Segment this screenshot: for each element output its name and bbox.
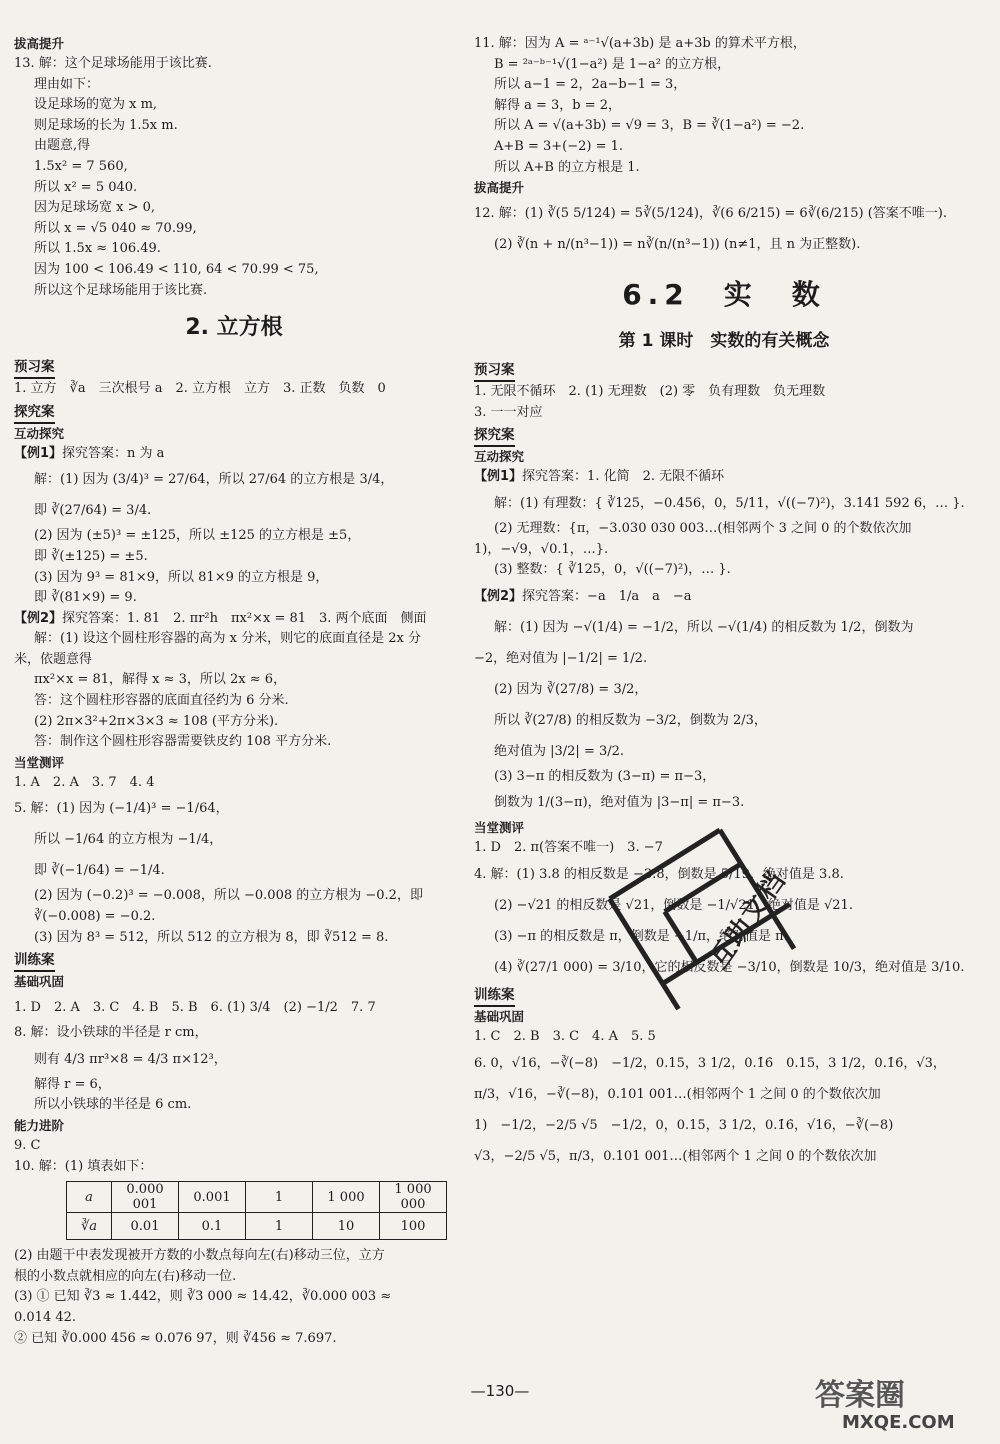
text-line: 倒数为 1/(3−π)，绝对值为 |3−π| = π−3. bbox=[494, 795, 745, 811]
section-heading: 训练案 bbox=[14, 950, 55, 972]
example-tag: 【例1】 bbox=[474, 469, 523, 485]
text-line: 即 ∛(±125) = ±5. bbox=[34, 548, 148, 564]
example-tag: 【例2】 bbox=[14, 610, 63, 626]
text-line: 则足球场的长为 1.5x m. bbox=[34, 117, 178, 133]
text-line: 绝对值为 |3/2| = 3/2. bbox=[494, 743, 625, 759]
text-line: (4) ∛(27/1 000) = 3/10，它的相反数是 −3/10，倒数是 10/3，绝对值是 3/10. bbox=[494, 959, 965, 975]
left-column bbox=[14, 34, 454, 1349]
text-line: 米，依题意得 bbox=[14, 651, 93, 667]
text-line: 解：(1) 设这个圆柱形容器的高为 x 分米，则它的底面直径是 2x 分 bbox=[34, 631, 422, 647]
text-line: 3. 一一对应 bbox=[474, 404, 543, 420]
text-line: (2) 因为 (−0.2)³ = −0.008，所以 −0.008 的立方根为 −0.2，即 bbox=[34, 888, 423, 904]
text-line: 0.014 42. bbox=[14, 1309, 77, 1325]
lesson-title: 第 1 课时 实数的有关概念 bbox=[618, 331, 830, 352]
text-line: 1.5x² = 7 560, bbox=[34, 158, 128, 174]
section-heading: 探究案 bbox=[474, 425, 515, 447]
text-line: (2) 因为 (±5)³ = ±125，所以 ±125 的立方根是 ±5， bbox=[34, 528, 361, 544]
watermark-url: MXQE.COM bbox=[842, 1412, 955, 1433]
text-line: 1. 立方 ∛a 三次根号 a 2. 立方根 立方 3. 正数 负数 0 bbox=[14, 381, 386, 397]
text-line: (3) 整数：{ ∛125，0，√((−7)²)，… }. bbox=[494, 562, 731, 578]
text-line bbox=[14, 609, 454, 630]
text-line: 所以 −1/64 的立方根为 −1/4， bbox=[34, 832, 223, 848]
text-line: 即 ∛(81×9) = 9. bbox=[34, 590, 137, 606]
text-line: (3) 因为 9³ = 81×9，所以 81×9 的立方根是 9， bbox=[34, 569, 329, 585]
table-cell: 100 bbox=[380, 1213, 447, 1240]
subsection-heading: 互动探究 bbox=[474, 449, 525, 465]
section-heading: 预习案 bbox=[14, 357, 55, 379]
text-line: (3) ① 已知 ∛3 ≈ 1.442，则 ∛3 000 ≈ 14.42，∛0.000 003 ≈ bbox=[14, 1289, 392, 1305]
text-line bbox=[474, 467, 974, 488]
subsection-heading: 当堂测评 bbox=[14, 754, 65, 770]
text-line: 1) −1/2，−2/5 √5 −1/2，0，0.15，3 1/2，0.1̇6̇，√16，−∛(−8) bbox=[474, 1117, 894, 1133]
text-line: 理由如下： bbox=[34, 76, 100, 92]
table-row bbox=[67, 1213, 447, 1240]
text-line: 6. 0，√16，−∛(−8) −1/2，0.15，3 1/2，0.1̇6̇ 0.15，3 1/2，0.1̇6̇，√3， bbox=[474, 1055, 946, 1071]
subsection-heading: 拔高提升 bbox=[474, 180, 525, 196]
text-line: 即 ∛(27/64) = 3/4. bbox=[34, 503, 152, 519]
section-heading: 预习案 bbox=[474, 360, 515, 382]
text-line: B = ²ᵃ⁻ᵇ⁻¹√(1−a²) 是 1−a² 的立方根， bbox=[494, 56, 731, 72]
text-line: 解得 a = 3，b = 2， bbox=[494, 97, 622, 113]
text-line: (2) 2π×3²+2π×3×3 ≈ 108 (平方分米). bbox=[34, 713, 279, 729]
subsection-heading: 互动探究 bbox=[14, 425, 65, 441]
text-line: 解得 r = 6， bbox=[34, 1076, 111, 1092]
subsection-heading: 能力进阶 bbox=[14, 1118, 65, 1133]
section-heading: 探究案 bbox=[14, 402, 55, 424]
stamp-text: 互助文档 bbox=[703, 865, 793, 975]
text-line: −2，绝对值为 |−1/2| = 1/2. bbox=[474, 650, 648, 666]
subsection-heading: 基础巩固 bbox=[14, 974, 65, 990]
text-line-body: 探究答案：−a 1/a a −a bbox=[522, 588, 692, 604]
text-line: 1. 无限不循环 2. (1) 无理数 (2) 零 负有理数 负无理数 bbox=[474, 384, 826, 400]
subsection-heading: 基础巩固 bbox=[474, 1008, 525, 1024]
text-line: 所以 x² = 5 040. bbox=[34, 179, 138, 195]
text-line: (2) 因为 ∛(27/8) = 3/2， bbox=[494, 681, 648, 697]
text-line: 10. 解：(1) 填表如下： bbox=[14, 1158, 153, 1174]
example-tag: 【例2】 bbox=[474, 588, 523, 604]
text-line: 解：(1) 因为 −√(1/4) = −1/2，所以 −√(1/4) 的相反数为 1/2，倒数为 bbox=[494, 619, 914, 635]
text-line: 答：这个圆柱形容器的底面直径约为 6 分米. bbox=[34, 693, 289, 709]
text-line: 所以 A = √(a+3b) = √9 = 3，B = ∛(1−a²) = −2. bbox=[494, 118, 805, 134]
text-line: 8. 解：设小铁球的半径是 r cm， bbox=[14, 1025, 208, 1041]
text-line: ∛(−0.008) = −0.2. bbox=[34, 909, 156, 925]
table-cell: 0.01 bbox=[112, 1213, 179, 1240]
text-line: 4. 解：(1) 3.8 的相反数是 −3.8，倒数是 5/19，绝对值是 3.8. bbox=[474, 866, 844, 882]
chapter-title: 6.2 实 数 bbox=[622, 278, 826, 312]
text-line: 12. 解：(1) ∛(5 5/124) = 5∛(5/124)，∛(6 6/215) = 6∛(6/215) (答案不唯一). bbox=[474, 206, 947, 222]
text-line: (2) ∛(n + n/(n³−1)) = n∛(n/(n³−1)) (n≠1，且 n 为正整数). bbox=[494, 237, 861, 253]
text-line: 9. C bbox=[14, 1138, 41, 1153]
table-cell: 0.1 bbox=[179, 1213, 246, 1240]
table-cell: 0.000 001 bbox=[112, 1182, 179, 1213]
text-line: πx²×x = 81，解得 x ≈ 3，所以 2x ≈ 6， bbox=[34, 672, 287, 688]
text-line: (3) 因为 8³ = 512，所以 512 的立方根为 8，即 ∛512 = 8. bbox=[34, 929, 389, 945]
subsection-heading: 当堂测评 bbox=[474, 820, 525, 836]
text-line bbox=[474, 581, 974, 612]
text-line: 所以 x = √5 040 ≈ 70.99, bbox=[34, 220, 197, 236]
text-line: 解：(1) 有理数：{ ∛125，−0.456，0，5/11，√((−7)²)，3.141 592 6，… }. bbox=[494, 495, 965, 511]
text-line: 答：制作这个圆柱形容器需要铁皮约 108 平方分米. bbox=[34, 734, 332, 750]
text-line: A+B = 3+(−2) = 1. bbox=[494, 138, 624, 154]
section-heading: 训练案 bbox=[474, 985, 515, 1007]
stamp-stroke bbox=[665, 912, 697, 963]
text-line: 根的小数点就相应的向左(右)移动一位. bbox=[14, 1268, 237, 1284]
table-cell: 10 bbox=[313, 1213, 380, 1240]
text-line: (3) 3−π 的相反数为 (3−π) = π−3， bbox=[494, 768, 716, 784]
watermark-logo: 答案圈 bbox=[815, 1378, 905, 1413]
text-line: 1. C 2. B 3. C 4. A 5. 5 bbox=[474, 1028, 656, 1044]
table-cell: 1 000 000 bbox=[380, 1182, 447, 1213]
text-line: 13. 解：这个足球场能用于该比赛. bbox=[14, 56, 212, 71]
stamp-stroke bbox=[665, 864, 741, 912]
cube-root-table bbox=[66, 1181, 447, 1240]
text-line: 设足球场的宽为 x m, bbox=[34, 97, 158, 113]
text-line-body: 探究答案：1. 81 2. πr²h πx²×x = 81 3. 两个底面 侧面 bbox=[62, 610, 427, 626]
text-line: (2) −√21 的相反数是 √21，倒数是 −1/√21，绝对值是 √21. bbox=[494, 897, 853, 913]
text-line: ② 已知 ∛0.000 456 ≈ 0.076 97，则 ∛456 ≈ 7.697. bbox=[14, 1330, 337, 1346]
table-cell: 1 bbox=[246, 1213, 313, 1240]
section-title: 2. 立方根 bbox=[185, 315, 283, 341]
text-line: 所以 a−1 = 2，2a−b−1 = 3， bbox=[494, 77, 687, 93]
table-header-cell: ∛a bbox=[67, 1213, 112, 1240]
text-line-body: 探究答案：1. 化简 2. 无限不循环 bbox=[522, 469, 725, 485]
text-line: 11. 解：因为 A = ᵃ⁻¹√(a+3b) 是 a+3b 的算术平方根， bbox=[474, 36, 806, 51]
table-header-cell: a bbox=[67, 1182, 112, 1213]
example-tag: 【例1】 bbox=[14, 445, 63, 461]
table-row bbox=[67, 1182, 447, 1213]
text-line: 所以这个足球场能用于该比赛. bbox=[34, 282, 208, 298]
text-line: 由题意,得 bbox=[34, 138, 91, 154]
text-line: π/3，√16，−∛(−8)，0.101 001…(相邻两个 1 之间 0 的个数依次加 bbox=[474, 1086, 881, 1102]
text-line: (2) 由题干中表发现被开方数的小数点每向左(右)移动三位，立方 bbox=[14, 1248, 385, 1264]
page-number: —130— bbox=[470, 1382, 530, 1400]
text-line: 1. D 2. π(答案不唯一) 3. −7 bbox=[474, 840, 663, 856]
text-line: 因为 100 < 106.49 < 110, 64 < 70.99 < 75, bbox=[34, 261, 319, 277]
text-line: 解：(1) 因为 (3/4)³ = 27/64，所以 27/64 的立方根是 3/4， bbox=[34, 472, 394, 488]
text-line: 1. A 2. A 3. 7 4. 4 bbox=[14, 774, 155, 790]
text-line-body: 探究答案：n 为 a bbox=[62, 445, 165, 461]
text-line: (2) 无理数：{π，−3.030 030 003…(相邻两个 3 之间 0 的个数依次加 bbox=[494, 520, 912, 536]
text-line: 即 ∛(−1/64) = −1/4. bbox=[34, 863, 165, 879]
text-line: 所以小铁球的半径是 6 cm. bbox=[34, 1097, 192, 1113]
text-line: 因为足球场宽 x > 0, bbox=[34, 200, 156, 216]
text-line: 则有 4/3 πr³×8 = 4/3 π×12³， bbox=[34, 1051, 227, 1067]
text-line: 所以 1.5x ≈ 106.49. bbox=[34, 241, 161, 257]
text-line: √3，−2/5 √5，π/3，0.101 001…(相邻两个 1 之间 0 的个数依次加 bbox=[474, 1148, 877, 1164]
text-line: 所以 A+B 的立方根是 1. bbox=[494, 159, 640, 175]
text-line bbox=[14, 444, 454, 465]
table-cell: 1 bbox=[246, 1182, 313, 1213]
text-line: 5. 解：(1) 因为 (−1/4)³ = −1/64， bbox=[14, 801, 229, 817]
text-line: (3) −π 的相反数是 π，倒数是 −1/π，绝对值是 π. bbox=[494, 928, 788, 944]
text-line: 所以 ∛(27/8) 的相反数为 −3/2，倒数为 2/3， bbox=[494, 712, 767, 728]
table-cell: 1 000 bbox=[313, 1182, 380, 1213]
table-cell: 0.001 bbox=[179, 1182, 246, 1213]
text-line: 1)，−√9，√0.1，…}. bbox=[474, 541, 609, 557]
text-line: 1. D 2. A 3. C 4. B 5. B 6. (1) 3/4 (2) −1/2 7. 7 bbox=[14, 1000, 376, 1016]
section-heading: 拔高提升 bbox=[14, 36, 65, 51]
